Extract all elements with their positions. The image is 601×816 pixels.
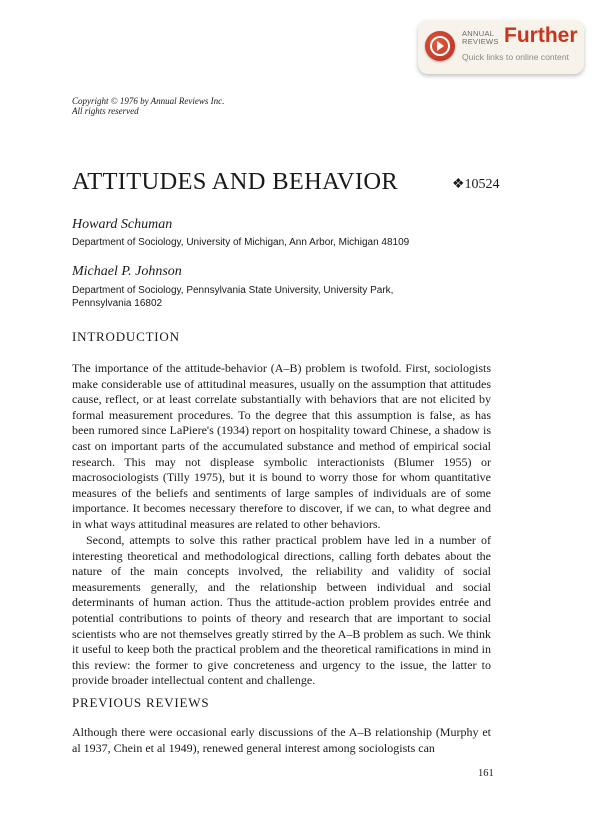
section-heading-previous-reviews: PREVIOUS REVIEWS xyxy=(72,695,210,710)
article-id: ❖10524 xyxy=(452,177,500,192)
affiliation-line: Department of Sociology, Pennsylvania State University, University Park, xyxy=(72,285,394,296)
body-paragraph: The importance of the attitude-behavior (A–B) problem is twofold. First, sociologists make considerable use of attitudinal measures, usually on the assumption that attitudes cause, reflect, or at least correlate substantially with behaviors that are not elicited by formal measurement procedures. To the degree that this assumption is false, as has been rumored since LaPiere's (1934) report on hospitality toward Chinese, a shadow is cast on important parts of the accumulated substance and method of empirical social research. This may not displease symbolic interactionists (Blumer 1955) or macrosociologists (Tilly 1975), but it is bound to worry those for whom quantitative measures of the beliefs and sentiments of large samples of individuals are of some importance. It becomes necessary therefore to discover, if we can, to what degree and in what ways attitudinal measures are related to other behaviors. xyxy=(72,361,491,531)
author-affiliation xyxy=(72,284,393,310)
further-tagline: Quick links to online content xyxy=(462,52,570,62)
annual-reviews-further-badge[interactable] xyxy=(418,20,584,74)
brand-line-annual: ANNUAL xyxy=(462,29,495,38)
copyright-notice xyxy=(72,96,224,116)
rights-line: All rights reserved xyxy=(72,106,139,116)
further-wordmark: Further xyxy=(504,24,578,47)
copyright-line: Copyright © 1976 by Annual Reviews Inc. xyxy=(72,96,225,106)
section-heading-introduction: INTRODUCTION xyxy=(72,329,180,344)
body-paragraph: Although there were occasional early discussions of the A–B relationship (Murphy et al 1937, Chein et al 1949), renewed general interest among sociologists can xyxy=(72,725,491,755)
affiliation-line: Department of Sociology, University of Michigan, Ann Arbor, Michigan 48109 xyxy=(72,237,410,248)
body-paragraph: Second, attempts to solve this rather practical problem have led in a number of interesting theoretical and methodological directions, calling forth debates about the nature of the main concepts involved, the reliability and validity of social measurements generally, and the relationship between individual and social determinants of human action. Thus the attitude-action problem provides entrée and potential contributions to points of theory and research that are important to social scientists who are not themselves greatly stirred by the A–B problem as such. We think it useful to keep both the practical problem and the theoretical ramifications in mind in this review: the former to give concreteness and urgency to the issue, the latter to provide broader intellectual content and challenge. xyxy=(72,533,491,688)
affiliation-line: Pennsylvania 16802 xyxy=(72,298,163,309)
page-number: 161 xyxy=(478,768,494,779)
author-name: Howard Schuman xyxy=(72,217,173,232)
brand-line-reviews: REVIEWS xyxy=(462,37,499,46)
further-logo-icon xyxy=(425,31,455,61)
author-affiliation xyxy=(72,236,409,249)
author-name: Michael P. Johnson xyxy=(72,264,182,279)
article-title: ATTITUDES AND BEHAVIOR xyxy=(72,168,399,195)
